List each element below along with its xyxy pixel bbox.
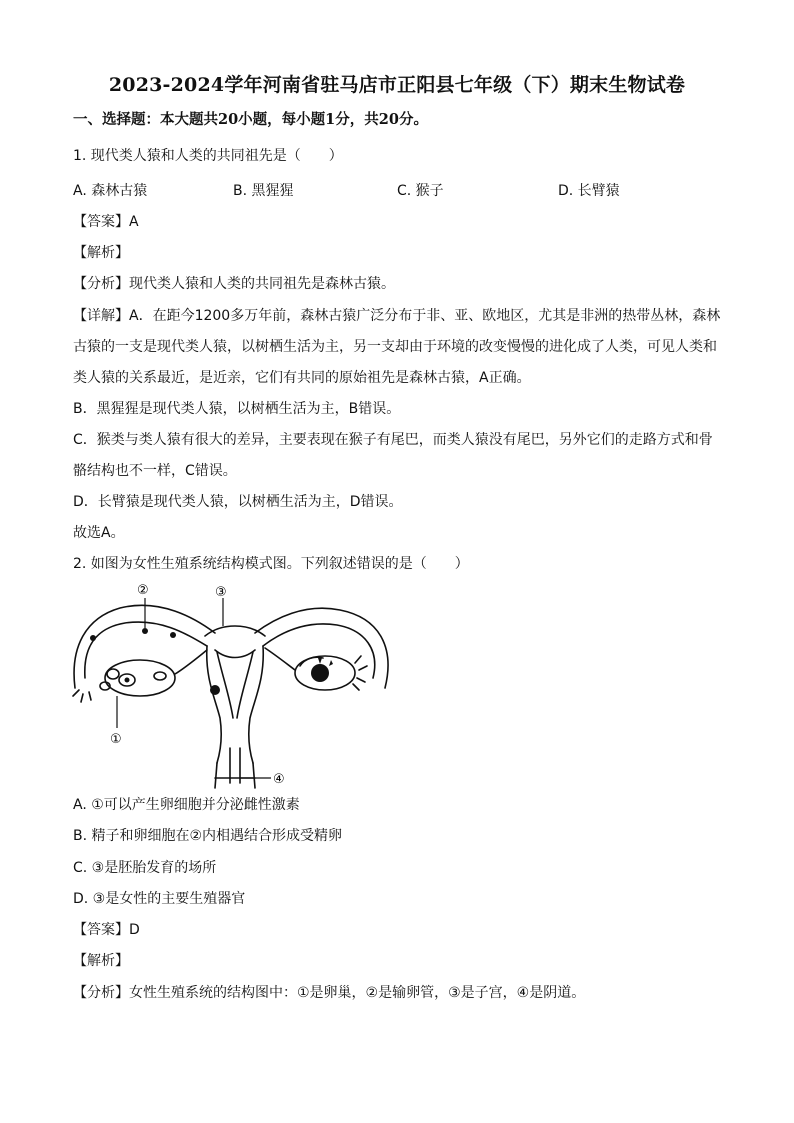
q2-option-b: B. 精子和卵细胞在②内相遇结合形成受精卵 (73, 828, 343, 844)
q1-conclusion: 故选A。 (73, 525, 125, 541)
label-1: ① (110, 732, 122, 747)
q1-detail-line-2: 古猿的一支是现代类人猿，以树栖生活为主，另一支却由于环境的改变慢慢的进化成了人类，可见人类和 (73, 339, 717, 355)
q1-option-a: A. 森林古猿 (73, 183, 148, 199)
q1-detail-c-line-2: 骼结构也不一样，C错误。 (73, 463, 237, 479)
q1-detail-c-line-1: C．猴类与类人猿有很大的差异，主要表现在猴子有尾巴，而类人猿没有尾巴，另外它们的走路方式和骨 (73, 432, 713, 448)
q2-jiexi: 【解析】 (73, 953, 129, 969)
label-2: ② (137, 583, 149, 598)
q1-detail-line-3: 类人猿的关系最近，是近亲，它们有共同的原始祖先是森林古猿，A正确。 (73, 370, 531, 386)
label-4: ④ (273, 772, 285, 787)
q1-option-c: C. 猴子 (397, 183, 444, 199)
female-reproductive-system-diagram (65, 578, 395, 793)
q1-detail-d: D．长臂猿是现代类人猿，以树栖生活为主，D错误。 (73, 494, 403, 510)
question-2-stem: 2. 如图为女性生殖系统结构模式图。下列叙述错误的是（ ） (73, 556, 469, 572)
q1-jiexi: 【解析】 (73, 245, 129, 261)
q1-answer: 【答案】A (73, 214, 139, 230)
q2-option-c: C. ③是胚胎发育的场所 (73, 860, 217, 876)
q1-detail-b: B．黑猩猩是现代类人猿，以树栖生活为主，B错误。 (73, 401, 401, 417)
question-1-stem: 1. 现代类人猿和人类的共同祖先是（ ） (73, 148, 343, 164)
label-3: ③ (215, 585, 227, 600)
section-heading: 一、选择题：本大题共20小题，每小题1分，共20分。 (73, 111, 428, 128)
q1-option-b: B. 黑猩猩 (233, 183, 294, 199)
page-title: 2023-2024学年河南省驻马店市正阳县七年级（下）期末生物试卷 (108, 74, 686, 96)
q2-analysis: 【分析】女性生殖系统的结构图中：①是卵巢，②是输卵管，③是子宫，④是阴道。 (73, 985, 586, 1001)
q2-option-d: D. ③是女性的主要生殖器官 (73, 891, 246, 907)
q2-option-a: A. ①可以产生卵细胞并分泌雌性激素 (73, 797, 300, 813)
q1-detail-line-1: 【详解】A．在距今1200多万年前，森林古猿广泛分布于非、亚、欧地区，尤其是非洲的热带丛林，森林 (73, 308, 721, 324)
q1-option-d: D. 长臂猿 (558, 183, 620, 199)
q1-analysis: 【分析】现代类人猿和人类的共同祖先是森林古猿。 (73, 276, 395, 292)
q2-answer: 【答案】D (73, 922, 140, 938)
